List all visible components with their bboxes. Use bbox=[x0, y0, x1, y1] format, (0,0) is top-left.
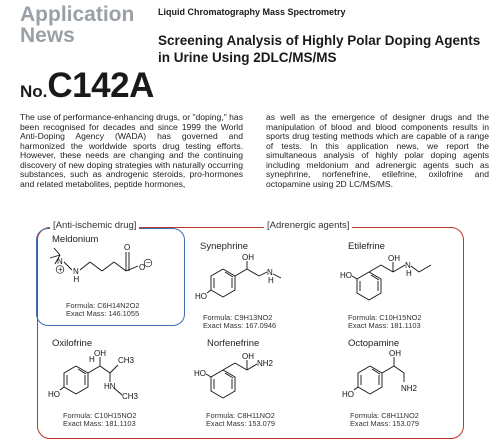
app-title-line1: Application bbox=[20, 3, 135, 26]
meldonium-atom-h: H bbox=[73, 275, 80, 284]
meldonium-atom-nh: N bbox=[73, 267, 79, 276]
oxilofrine-atom-ho: HO bbox=[48, 390, 60, 399]
document-title: Screening Analysis of Highly Polar Doping Agents in Urine Using 2DLC/MS/MS bbox=[158, 33, 481, 65]
compound-name-octopamine: Octopamine bbox=[348, 338, 400, 349]
compound-name-etilefrine: Etilefrine bbox=[348, 241, 385, 252]
etilefrine-structure bbox=[341, 252, 456, 310]
meldonium-plus-sign: + bbox=[58, 265, 63, 274]
synephrine-formula: Formula: C9H13NO2 bbox=[203, 313, 273, 322]
oxilofrine-formula: Formula: C10H15NO2 bbox=[63, 411, 137, 420]
synephrine-mass: Exact Mass: 167.0946 bbox=[203, 321, 277, 330]
intro-right-column: as well as the emergence of designer drugs and the manipulation of blood and blood components results in sports drug testing methods which are capable of a range of tests. In this application news, we report the simultaneous analysis of highly polar doping agents including meldonium and adrenergic agents such as synephrine, norfenefrine, etilefrine, oxilofrine and octopamine using 2D LC/MS/MS. bbox=[266, 112, 489, 189]
compound-name-meldonium: Meldonium bbox=[52, 234, 99, 245]
octopamine-structure bbox=[342, 348, 456, 408]
oxilofrine-atom-h: H bbox=[89, 355, 95, 364]
issue-number-value: C142A bbox=[47, 66, 154, 105]
oxilofrine-atom-hn: HN bbox=[104, 382, 116, 391]
meldonium-atom-n-plus: N bbox=[57, 257, 63, 266]
oxilofrine-atom-ch3: CH3 bbox=[118, 356, 135, 365]
octopamine-atom-oh: OH bbox=[389, 349, 401, 358]
synephrine-atom-n: N bbox=[267, 268, 273, 277]
issue-prefix: No. bbox=[20, 82, 48, 101]
anti-ischemic-label: [Anti-ischemic drug] bbox=[50, 220, 139, 231]
synephrine-atom-ho: HO bbox=[195, 292, 207, 301]
synephrine-structure bbox=[197, 252, 307, 310]
etilefrine-atom-h: H bbox=[406, 269, 412, 278]
synephrine-atom-oh: OH bbox=[242, 253, 254, 262]
etilefrine-atom-ho: HO bbox=[340, 271, 352, 280]
norfenefrine-mass: Exact Mass: 153.079 bbox=[206, 419, 276, 428]
meldonium-mass: Exact Mass: 146.1055 bbox=[66, 309, 140, 318]
etilefrine-mass: Exact Mass: 181.1103 bbox=[348, 321, 421, 330]
oxilofrine-structure bbox=[48, 348, 162, 408]
adrenergic-label: [Adrenergic agents] bbox=[264, 220, 352, 231]
norfenefrine-structure bbox=[195, 350, 305, 408]
norfenefrine-atom-ho: HO bbox=[194, 369, 206, 378]
octopamine-formula: Formula: C8H11NO2 bbox=[350, 411, 419, 420]
etilefrine-formula: Formula: C10H15NO2 bbox=[348, 313, 422, 322]
synephrine-atom-h: H bbox=[268, 276, 274, 285]
oxilofrine-atom-oh: OH bbox=[94, 349, 106, 358]
norfenefrine-atom-oh: OH bbox=[242, 352, 254, 361]
compound-name-synephrine: Synephrine bbox=[200, 241, 249, 252]
app-title-line2: News bbox=[20, 24, 75, 47]
octopamine-atom-ho: HO bbox=[342, 390, 354, 399]
category-label: Liquid Chromatography Mass Spectrometry bbox=[158, 7, 346, 17]
compound-name-oxilofrine: Oxilofrine bbox=[52, 338, 93, 349]
oxilofrine-atom-ch3b: CH3 bbox=[122, 392, 139, 401]
intro-left-column: The use of performance-enhancing drugs, or "doping," has been recognised for decades and since 1999 the World Anti-Doping Agency (WADA) has governed and harmonized the worldwide sports drug testing efforts. However, these needs are changing and the continuing discovery of new doping strategies with naturally occurring substances, such as androgenic steroids, pro-hormones and related metabolites, peptide hormones, bbox=[20, 112, 243, 189]
meldonium-formula: Formula: C6H14N2O2 bbox=[66, 301, 140, 310]
compound-name-norfenefrine: Norfenefrine bbox=[207, 338, 260, 349]
octopamine-atom-nh2: NH2 bbox=[401, 384, 418, 393]
meldonium-minus-sign: − bbox=[146, 258, 151, 267]
meldonium-atom-o-minus: O bbox=[139, 263, 146, 272]
meldonium-structure bbox=[40, 244, 180, 294]
oxilofrine-mass: Exact Mass: 181.1103 bbox=[63, 419, 136, 428]
norfenefrine-atom-nh2: NH2 bbox=[257, 359, 274, 368]
etilefrine-atom-n: N bbox=[405, 261, 411, 270]
meldonium-atom-o: O bbox=[124, 243, 131, 252]
issue-number bbox=[20, 66, 154, 106]
application-news-title bbox=[20, 4, 134, 46]
etilefrine-atom-oh: OH bbox=[388, 254, 400, 263]
norfenefrine-formula: Formula: C8H11NO2 bbox=[206, 411, 275, 420]
octopamine-mass: Exact Mass: 153.079 bbox=[350, 419, 420, 428]
